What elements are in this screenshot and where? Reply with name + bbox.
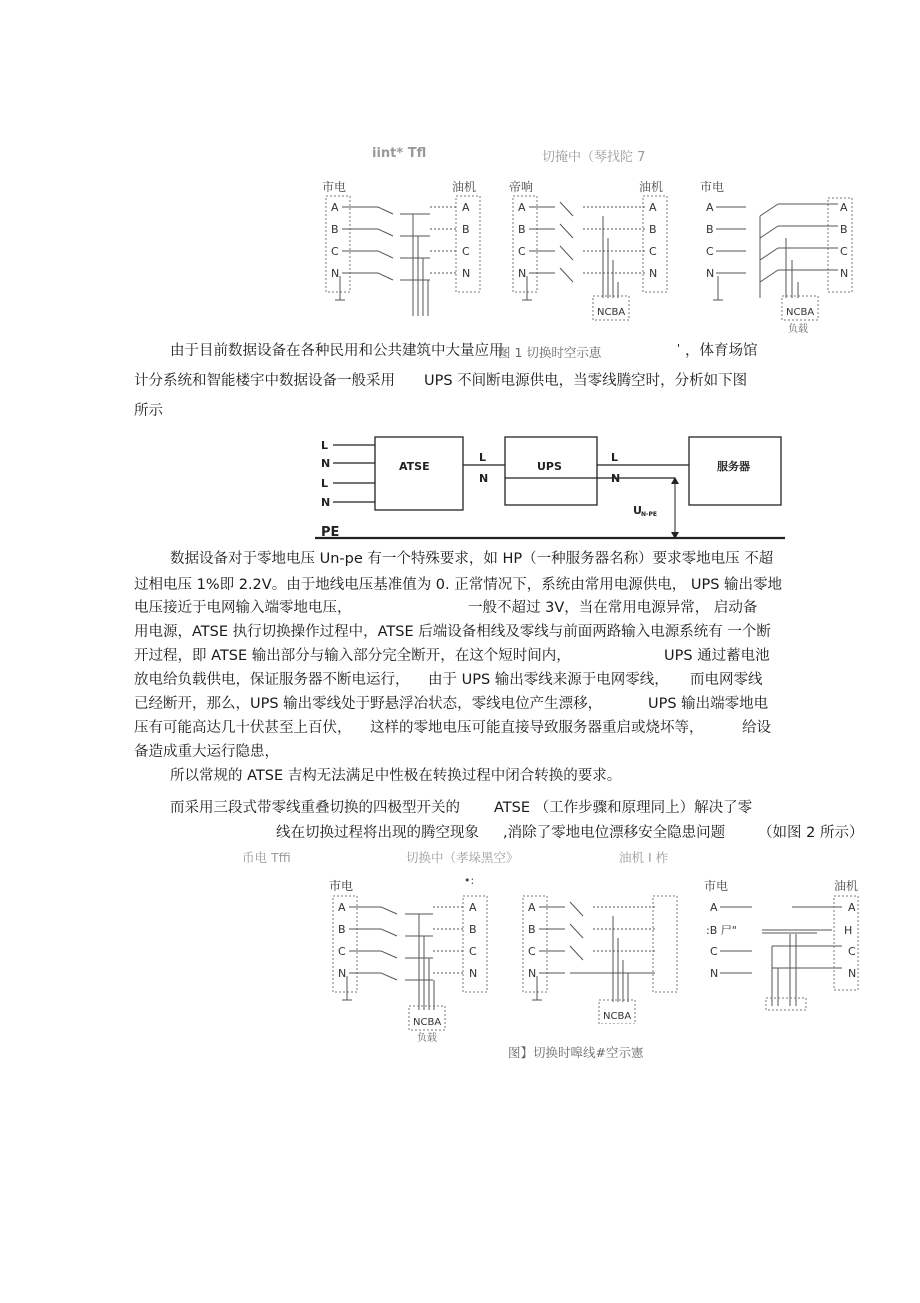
fig1-p3-phase-b: B bbox=[706, 223, 714, 236]
fig1-p2-rphase-b: B bbox=[649, 223, 657, 236]
fig2-header-2: 切换中（孝垛黑空》 bbox=[406, 850, 519, 865]
fig1-p2-rphase-n: N bbox=[649, 267, 658, 280]
para2-line3-a: 电压接近于电网输入端零地电压， bbox=[134, 600, 352, 616]
fig1-p3-phase-a: A bbox=[706, 201, 714, 214]
fig2-p2-phase-n: N bbox=[528, 967, 537, 980]
fig2-p2-phase-c: C bbox=[528, 945, 536, 958]
fig1-p1-rphase-c: C bbox=[462, 245, 470, 258]
para1-line3: 所示 bbox=[134, 403, 163, 419]
bd-mid2-l: L bbox=[611, 451, 619, 464]
fig1-header-1: iint* Tfl bbox=[372, 146, 427, 161]
para2-line3-b: 一般不超过 3V，当在常用电源异常， 启动备 bbox=[468, 600, 758, 616]
fig1-p2-right-label: 油机 bbox=[639, 180, 664, 194]
fig2-p1-left-label: 市电 bbox=[329, 879, 354, 893]
fig2-p3-b-line: :B 尸" bbox=[706, 924, 737, 937]
fig1-p2-phase-n: N bbox=[518, 267, 527, 280]
fig2-p3-phase-a: A bbox=[710, 901, 718, 914]
fig1-p2-phase-b: B bbox=[518, 223, 526, 236]
para2-line7-a: 已经断开，那么，UPS 输出零线处于野悬浮冶状态，零线电位产生漂移， bbox=[134, 696, 603, 712]
fig1-p3-phase-n: N bbox=[706, 267, 715, 280]
figure-1-caption: 图 1 切换时空示恵 bbox=[498, 345, 602, 360]
fig1-p1-phase-c: C bbox=[331, 245, 339, 258]
bd-atse-box: ATSE bbox=[399, 460, 430, 473]
fig2-p2-ncba: NCBA bbox=[603, 1011, 632, 1022]
bd-server-box: 服务器 bbox=[717, 460, 750, 473]
fig2-p3-right-label: 油机 bbox=[834, 879, 859, 893]
fig2-p1-rphase-c: C bbox=[469, 945, 477, 958]
para1-mark: ' bbox=[677, 342, 681, 355]
fig2-p1-ncba: NCBA bbox=[413, 1017, 442, 1028]
bd-unpe: U bbox=[633, 504, 642, 517]
fig1-p1-rphase-b: B bbox=[462, 223, 470, 236]
fig2-p1-phase-a: A bbox=[338, 901, 346, 914]
fig2-p2-phase-b: B bbox=[528, 923, 536, 936]
fig2-header-3: 油机 I 柞 bbox=[619, 850, 669, 865]
fig2-p3-rphase-n: N bbox=[848, 967, 857, 980]
bd-input-l2: L bbox=[321, 477, 329, 490]
fig1-p1-right-label: 油机 bbox=[452, 180, 477, 194]
fig1-p3-load: 负载 bbox=[788, 324, 808, 335]
para4-line1-a: 而采用三段式带零线重叠切换的四极型开关的 bbox=[170, 800, 460, 816]
fig2-p3-phase-c: C bbox=[710, 945, 718, 958]
fig2-p1-rphase-n: N bbox=[469, 967, 478, 980]
fig2-p3-left-label: 市电 bbox=[704, 879, 729, 893]
para2-line8-b: 这样的零地电压可能直接导致服务器重启或烧坏等， bbox=[370, 720, 704, 736]
para2-line2: 过相电压 1%即 2.2V。由于地线电压基准值为 0. 正常情况下，系统由常用电源供电， UPS 输出零地 bbox=[134, 577, 783, 593]
bd-mid1-l: L bbox=[479, 451, 487, 464]
fig2-p1-rphase-a: A bbox=[469, 901, 477, 914]
fig1-p1-left-label: 市电 bbox=[322, 180, 347, 194]
fig1-p1-rphase-a: A bbox=[462, 201, 470, 214]
fig2-header-1: 币电 Tffi bbox=[242, 850, 291, 865]
fig1-p1-phase-a: A bbox=[331, 201, 339, 214]
bd-unpe-sub: N-PE bbox=[641, 511, 658, 518]
bd-input-l1: L bbox=[321, 439, 329, 452]
fig1-switch-panel-3 bbox=[698, 176, 863, 336]
para2-line6-c: 而电网零线 bbox=[690, 672, 763, 688]
fig1-p2-ncba: NCBA bbox=[597, 307, 626, 318]
para2-line5-a: 开过程，即 ATSE 输出部分与输入部分完全断开，在这个短时间内， bbox=[134, 648, 571, 664]
fig2-switch-panel-1 bbox=[325, 874, 495, 1044]
fig1-p2-phase-c: C bbox=[518, 245, 526, 258]
bd-input-n2: N bbox=[321, 496, 331, 509]
bd-mid1-n: N bbox=[479, 472, 489, 485]
para4-line2-c: （如图 2 所示） bbox=[758, 825, 864, 841]
para1-line1-a: 由于目前数据设备在各种民用和公共建筑中大量应用 bbox=[170, 343, 504, 359]
para2-line7-b: UPS 输出端零地电 bbox=[648, 696, 769, 712]
fig1-p3-rphase-a: A bbox=[840, 201, 848, 214]
fig1-p2-rphase-c: C bbox=[649, 245, 657, 258]
fig1-p1-phase-n: N bbox=[331, 267, 340, 280]
para4-line2-b: ,消除了零地电位漂移安全隐患问题 bbox=[503, 825, 726, 841]
figure-2-caption: 图】切换时嗥线#空示憲 bbox=[508, 1045, 644, 1060]
para1-line2-a: 计分系统和智能楼宇中数据设备一般采用 bbox=[134, 373, 395, 389]
para2-line8-c: 给设 bbox=[742, 720, 771, 736]
fig1-p3-rphase-c: C bbox=[840, 245, 848, 258]
para1-line1-b: ，体育场馆 bbox=[685, 343, 758, 359]
fig1-switch-panel-2 bbox=[505, 176, 675, 326]
fig2-p3-phase-n: N bbox=[710, 967, 719, 980]
fig2-p1-phase-b: B bbox=[338, 923, 346, 936]
fig1-p3-phase-c: C bbox=[706, 245, 714, 258]
bd-input-n1: N bbox=[321, 457, 331, 470]
fig2-p1-phase-n: N bbox=[338, 967, 347, 980]
para3-line: 所以常规的 ATSE 吉构无法满足中性极在转换过程中闭合转换的要求。 bbox=[170, 768, 622, 784]
fig2-switch-panel-2 bbox=[515, 874, 685, 1024]
fig2-p3-h: H bbox=[844, 924, 853, 937]
para2-line1: 数据设备对于零地电压 Un-pe 有一个特殊要求，如 HP（一种服务器名称）要求零地电压 不超 bbox=[170, 551, 774, 567]
fig2-p3-rphase-c: C bbox=[848, 945, 856, 958]
para2-line4: 用电源，ATSE 执行切换操作过程中，ATSE 后端设备相线及零线与前面两路输入电源系统有 一个断 bbox=[134, 624, 771, 640]
fig1-p2-rphase-a: A bbox=[649, 201, 657, 214]
para2-line9: 备造成重大运行隐患， bbox=[134, 744, 279, 760]
bd-pe: PE bbox=[321, 525, 340, 540]
fig2-switch-panel-3 bbox=[702, 874, 867, 1024]
para4-line2-a: 线在切换过程将出现的腾空现象 bbox=[276, 825, 479, 841]
para4-line1-b: ATSE （工作步骤和原理同上）解决了零 bbox=[494, 800, 753, 816]
fig2-p2-phase-a: A bbox=[528, 901, 536, 914]
fig1-p2-phase-a: A bbox=[518, 201, 526, 214]
fig1-header-2: 切掩中（琴找陀 7 bbox=[542, 150, 646, 165]
bd-mid2-n: N bbox=[611, 472, 621, 485]
para2-line5-b: UPS 通过蓄电池 bbox=[664, 648, 770, 664]
fig2-p1-rphase-b: B bbox=[469, 923, 477, 936]
fig1-switch-panel-1 bbox=[318, 176, 488, 326]
fig2-p1-phase-c: C bbox=[338, 945, 346, 958]
fig1-p1-rphase-n: N bbox=[462, 267, 471, 280]
bd-ups-box: UPS bbox=[537, 460, 562, 473]
para1-line2-b: UPS 不间断电源供电，当零线腾空时，分析如下图 bbox=[424, 373, 748, 389]
fig2-dots: •: bbox=[464, 874, 475, 887]
fig1-p3-rphase-b: B bbox=[840, 223, 848, 236]
fig1-p2-left-label: 帝响 bbox=[509, 180, 534, 194]
fig1-p3-ncba: NCBA bbox=[786, 307, 815, 318]
para2-line6-b: 由于 UPS 输出零线来源于电网零线， bbox=[428, 672, 669, 688]
fig2-p3-rphase-a: A bbox=[848, 901, 856, 914]
fig1-p3-left-label: 市电 bbox=[700, 180, 725, 194]
ups-block-diagram bbox=[315, 432, 785, 544]
para2-line8-a: 压有可能高达几十伏甚至上百伏， bbox=[134, 720, 352, 736]
fig1-p3-rphase-n: N bbox=[840, 267, 849, 280]
para2-line6-a: 放电给负载供电，保证服务器不断电运行， bbox=[134, 672, 410, 688]
fig2-p1-load: 负载 bbox=[417, 1033, 437, 1044]
fig1-p1-phase-b: B bbox=[331, 223, 339, 236]
